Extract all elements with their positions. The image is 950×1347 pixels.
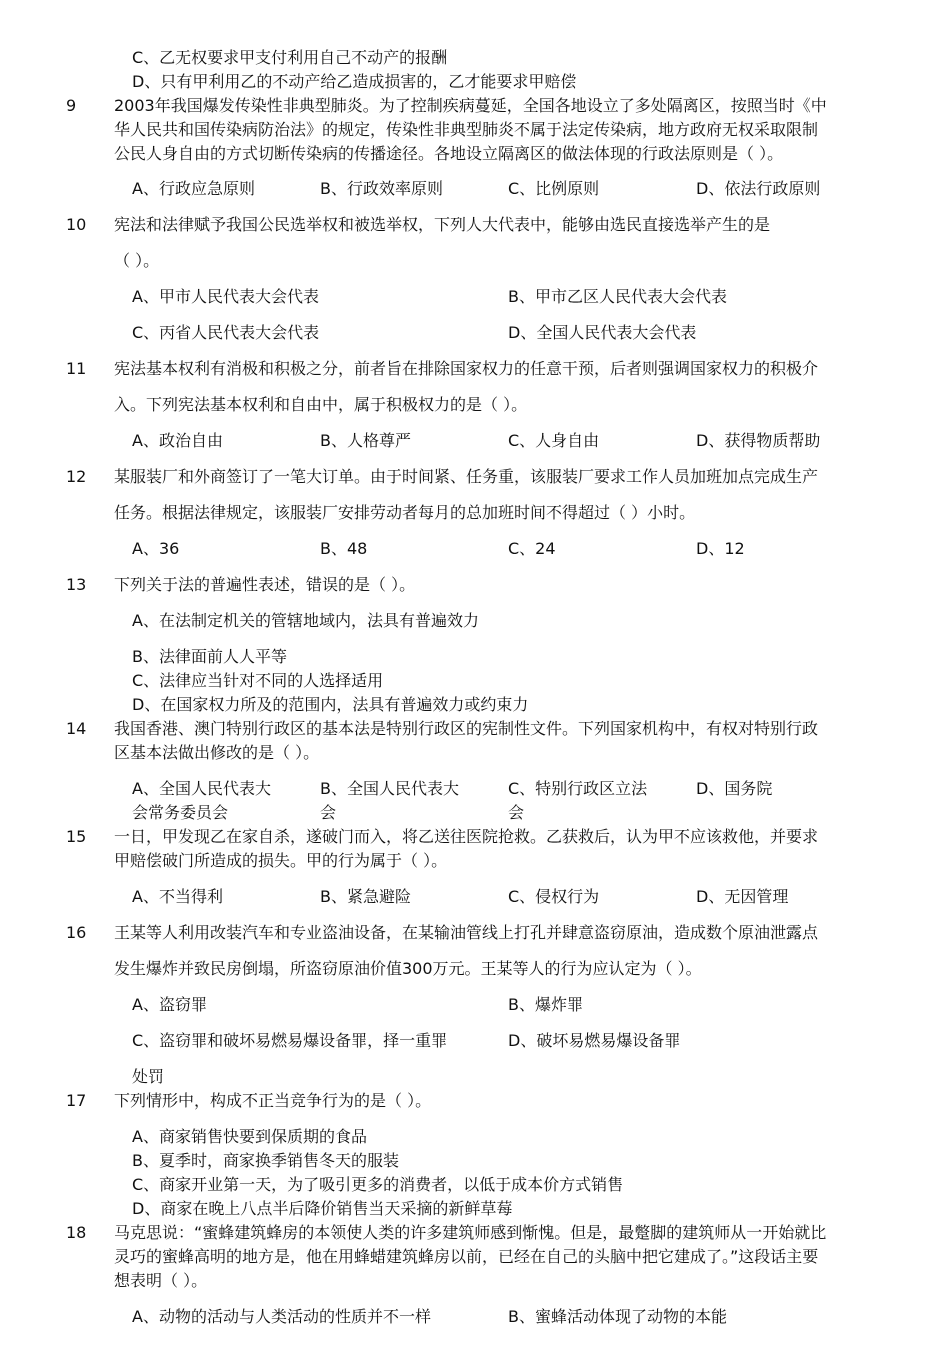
q18-stem-line3: 想表明（ ）。 [114,1271,208,1290]
q10-number: 10 [66,215,87,234]
q13-option-c: C、法律应当针对不同的人选择适用 [132,671,384,690]
q10-option-d: D、全国人民代表大会代表 [508,323,697,342]
q9-stem-line1: 2003年我国爆发传染性非典型肺炎。为了控制疾病蔓延，全国各地设立了多处隔离区，按照当时《中 [114,96,827,115]
q18-options [0,1305,950,1329]
q11-number: 11 [66,359,87,378]
q12-stem-line1: 某服装厂和外商签订了一笔大订单。由于时间紧、任务重，该服装厂要求工作人员加班加点完成生产 [114,467,819,486]
q15-options [0,885,950,909]
q17-option-b: B、夏季时，商家换季销售冬天的服装 [132,1151,399,1170]
q14-option-a-line2: 会常务委员会 [132,803,229,822]
q16-number: 16 [66,923,87,942]
q18-stem-line2: 灵巧的蜜蜂高明的地方是，他在用蜂蜡建筑蜂房以前，已经在自己的头脑中把它建成了。”这段话主要 [114,1247,819,1266]
q16-option-c-continued: 处罚 [132,1067,165,1086]
q9-option-c: C、比例原则 [508,179,600,198]
q17-number: 17 [66,1091,87,1110]
q16-option-d: D、破坏易燃易爆设备罪 [508,1031,681,1050]
q13-stem-line1: 下列关于法的普遍性表述，错误的是（ ）。 [114,575,416,594]
q11-stem-line1: 宪法基本权利有消极和积极之分，前者旨在排除国家权力的任意干预，后者则强调国家权力的积极介 [114,359,819,378]
q11-option-a: A、政治自由 [132,431,223,450]
q13-option-a: A、在法制定机关的管辖地域内，法具有普遍效力 [132,611,479,630]
q17-stem-line1: 下列情形中，构成不正当竞争行为的是（ ）。 [114,1091,432,1110]
q9-stem-line3: 公民人身自由的方式切断传染病的传播途径。各地设立隔离区的做法体现的行政法原则是（ ）。 [114,144,784,163]
q9-number: 9 [66,96,77,115]
q12-stem-line2: 任务。根据法律规定，该服装厂安排劳动者每月的总加班时间不得超过（ ）小时。 [114,503,696,522]
q16-option-a: A、盗窃罪 [132,995,207,1014]
q18-stem-line1: 马克思说：“蜜蜂建筑蜂房的本领使人类的许多建筑师感到惭愧。但是，最蹩脚的建筑师从一开始就比 [114,1223,827,1242]
q11-stem-line2: 入。下列宪法基本权利和自由中，属于积极权力的是（ ）。 [114,395,528,414]
q14-option-b-line2: 会 [320,803,337,822]
q14-option-a-line1: A、全国人民代表大 [132,779,271,798]
q11-option-d: D、获得物质帮助 [696,431,821,450]
q13-option-b: B、法律面前人人平等 [132,647,287,666]
q9-option-d: D、依法行政原则 [696,179,821,198]
q14-option-c-line1: C、特别行政区立法 [508,779,648,798]
q16-option-b: B、爆炸罪 [508,995,583,1014]
q9-stem-line2: 华人民共和国传染病防治法》的规定，传染性非典型肺炎不属于法定传染病，地方政府无权采取限制 [114,120,819,139]
q14-option-d: D、国务院 [696,779,773,798]
q10-option-c: C、丙省人民代表大会代表 [132,323,320,342]
q11-options [0,429,950,453]
q12-option-c: C、24 [508,539,556,558]
q15-option-b: B、紧急避险 [320,887,411,906]
q8-option-d: D、只有甲利用乙的不动产给乙造成损害的，乙才能要求甲赔偿 [132,72,577,91]
q16-stem-line1: 王某等人利用改装汽车和专业盗油设备，在某输油管线上打孔并肆意盗窃原油，造成数个原油泄露点 [114,923,819,942]
q14-option-b-line1: B、全国人民代表大 [320,779,459,798]
q17-option-c: C、商家开业第一天，为了吸引更多的消费者，以低于成本价方式销售 [132,1175,624,1194]
q13-option-d: D、在国家权力所及的范围内，法具有普遍效力或约束力 [132,695,529,714]
q14-stem-line2: 区基本法做出修改的是（ ）。 [114,743,320,762]
q15-stem-line1: 一日，甲发现乙在家自杀，遂破门而入，将乙送往医院抢救。乙获救后，认为甲不应该救他，并要求 [114,827,819,846]
q16-options-row2 [0,1029,950,1053]
q10-option-a: A、甲市人民代表大会代表 [132,287,319,306]
q15-option-d: D、无因管理 [696,887,789,906]
q16-option-c: C、盗窃罪和破坏易燃易爆设备罪，择一重罪 [132,1031,448,1050]
q8-option-c: C、乙无权要求甲支付利用自己不动产的报酬 [132,48,448,67]
q12-number: 12 [66,467,87,486]
q15-option-c: C、侵权行为 [508,887,600,906]
q10-stem-line1: 宪法和法律赋予我国公民选举权和被选举权，下列人大代表中，能够由选民直接选举产生的是 [114,215,771,234]
q10-option-b: B、甲市乙区人民代表大会代表 [508,287,727,306]
q10-stem-line2: （ ）。 [114,251,160,270]
q12-options [0,537,950,561]
q16-options-row1 [0,993,950,1017]
q14-stem-line1: 我国香港、澳门特别行政区的基本法是特别行政区的宪制性文件。下列国家机构中，有权对特别行政 [114,719,819,738]
q12-option-a: A、36 [132,539,180,558]
q14-option-c-line2: 会 [508,803,525,822]
q9-option-a: A、行政应急原则 [132,179,255,198]
q17-option-a: A、商家销售快要到保质期的食品 [132,1127,367,1146]
q18-option-b: B、蜜蜂活动体现了动物的本能 [508,1307,727,1326]
q15-stem-line2: 甲赔偿破门所造成的损失。甲的行为属于（ ）。 [114,851,448,870]
q15-option-a: A、不当得利 [132,887,223,906]
q18-option-a: A、动物的活动与人类活动的性质并不一样 [132,1307,431,1326]
q10-options-row1 [0,285,950,309]
q17-option-d: D、商家在晚上八点半后降价销售当天采摘的新鲜草莓 [132,1199,513,1218]
q18-number: 18 [66,1223,87,1242]
q9-options [0,177,950,201]
q13-number: 13 [66,575,87,594]
q11-option-b: B、人格尊严 [320,431,411,450]
q9-option-b: B、行政效率原则 [320,179,443,198]
q14-number: 14 [66,719,87,738]
q12-option-d: D、12 [696,539,745,558]
q11-option-c: C、人身自由 [508,431,600,450]
q10-options-row2 [0,321,950,345]
q15-number: 15 [66,827,87,846]
q16-stem-line2: 发生爆炸并致民房倒塌，所盗窃原油价值300万元。王某等人的行为应认定为（ ）。 [114,959,702,978]
q12-option-b: B、48 [320,539,368,558]
